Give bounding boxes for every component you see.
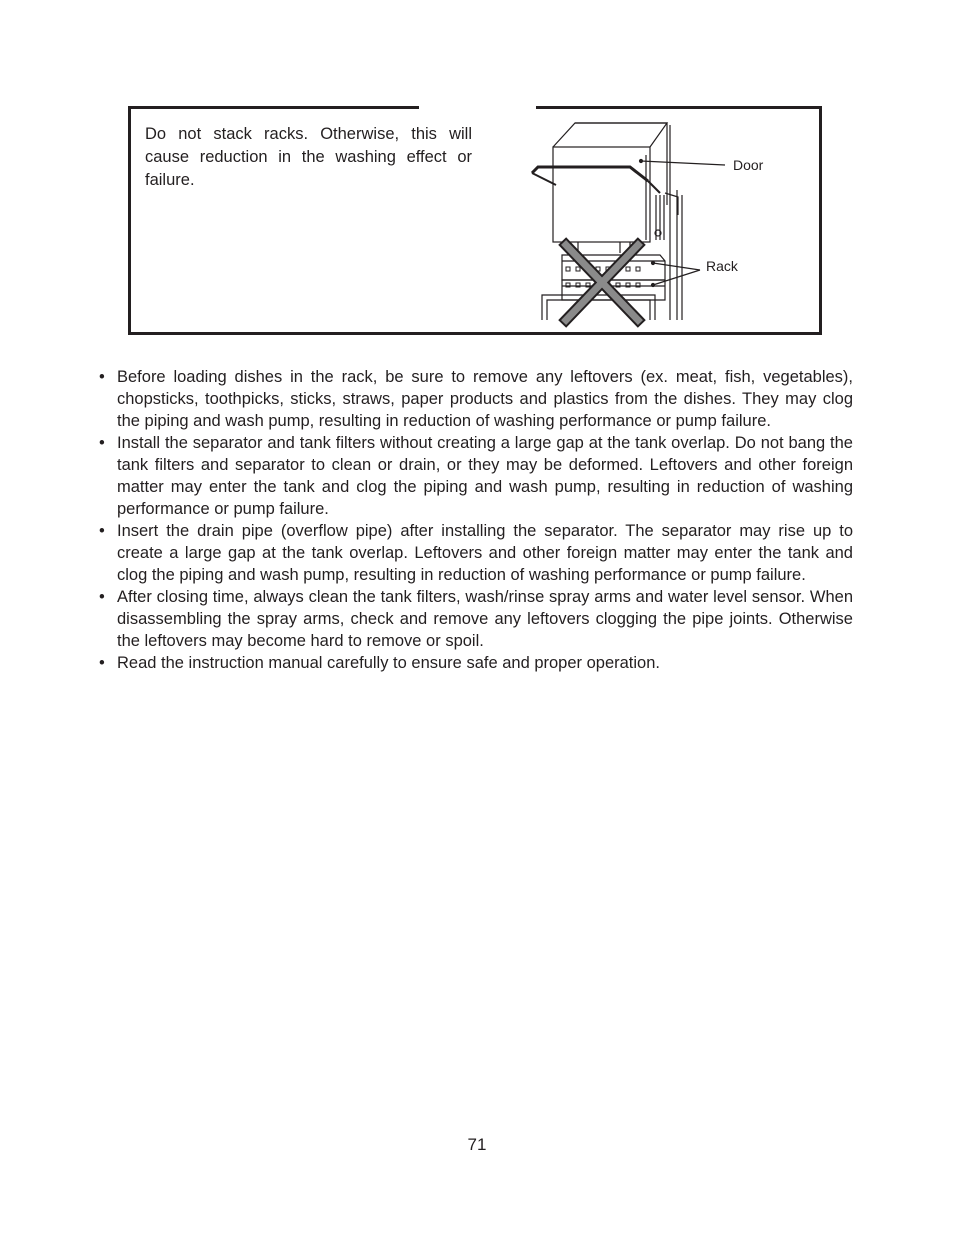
stacked-racks-illustration xyxy=(520,115,800,330)
list-item: • After closing time, always clean the tank filters, wash/rinse spray arms and water level sensor. When disassembling the spray arms, check and remove any leftovers clogging the pipe joints. Otherwise the leftovers may become hard to remove or spoil. xyxy=(99,588,853,650)
list-item: • Before loading dishes in the rack, be sure to remove any leftovers (ex. meat, fish, vegetables), chopsticks, toothpicks, sticks, straws, paper products and plastics from the dishes. They may clog the piping and wash pump, resulting in reduction of washing performance or pump failure. xyxy=(99,368,853,430)
caution-text: Do not stack racks. Otherwise, this will cause reduction in the washing effect or failure. xyxy=(145,125,472,189)
bullet-icon: • xyxy=(99,588,105,606)
bullet-icon: • xyxy=(99,522,105,540)
caution-title-gap xyxy=(419,102,536,112)
list-item: • Read the instruction manual carefully to ensure safe and proper operation. xyxy=(99,654,660,672)
door-label: Door xyxy=(733,157,764,173)
rack-label: Rack xyxy=(706,258,738,274)
bullet-icon: • xyxy=(99,434,105,452)
precautions-list xyxy=(99,366,853,674)
bullet-icon: • xyxy=(99,654,105,672)
list-item: • Insert the drain pipe (overflow pipe) after installing the separator. The separator may rise up to create a large gap at the tank overlap. Leftovers and other foreign matter may enter the tank and clog the piping and wash pump, resulting in reduction of washing performance or pump failure. xyxy=(99,522,853,584)
page-number: 71 xyxy=(467,1135,487,1154)
list-item: • Install the separator and tank filters without creating a large gap at the tank overlap. Do not bang the tank filters and separator to clean or drain, or they may be deformed. Leftovers and other foreign matter may enter the tank and clog the piping and wash pump, resulting in reduction of washing performance or pump failure. xyxy=(99,434,853,518)
bullet-icon: • xyxy=(99,368,105,386)
